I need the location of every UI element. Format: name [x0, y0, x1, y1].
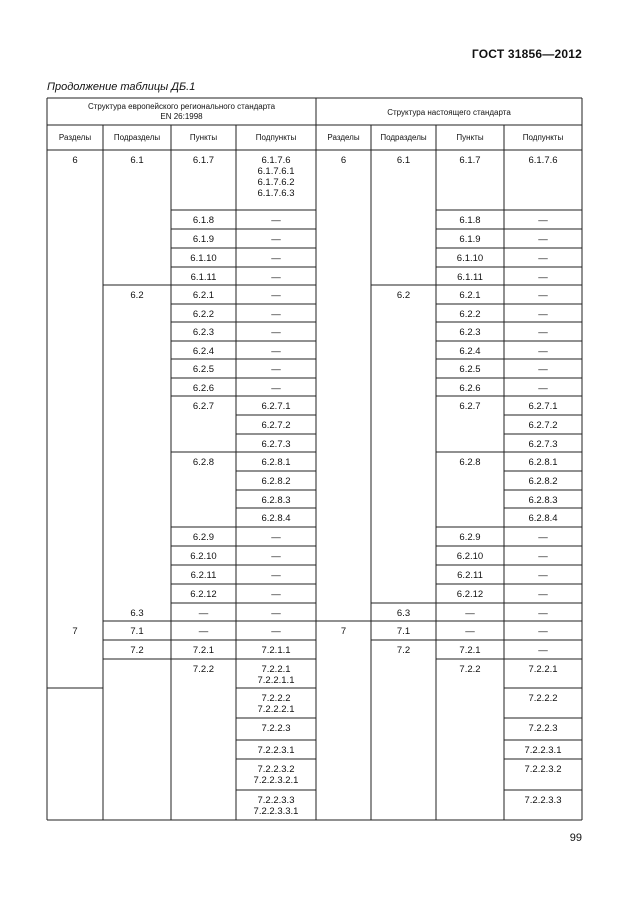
table-cell-text: 6.2.8	[459, 457, 481, 468]
table-cell-text: 7.2.2.2	[528, 693, 558, 704]
table-cell-text: 6.1	[130, 155, 144, 166]
table-cell-text: 6.1.8	[459, 215, 481, 226]
table-cell-text: 6.2.5	[192, 364, 215, 375]
column-header: Разделы	[327, 133, 360, 142]
table-cell-text: 7.2.2.1.1	[257, 675, 295, 686]
column-header: Пункты	[189, 133, 218, 142]
table-cell-text: —	[538, 570, 548, 581]
table-cell-text: 6.1.7.6.2	[257, 177, 295, 188]
table-cell-text: —	[465, 626, 475, 637]
column-header: Разделы	[58, 133, 92, 142]
table-cell-text: —	[271, 551, 281, 562]
table-cell-text: —	[538, 645, 548, 656]
table-cell-text: —	[271, 532, 281, 543]
table-cell-text: 6.2.10	[190, 551, 217, 562]
table-cell-text: 6.1.11	[457, 272, 483, 283]
table-cell-text: 6.2.11	[190, 570, 217, 581]
table-cell-text: 7.2.2.1	[528, 664, 558, 675]
table-cell-text: —	[271, 234, 281, 245]
table-cell-text: 7.2.2.3.2.1	[253, 775, 299, 786]
table-cell-text: 6.2.2	[459, 309, 481, 320]
table-cell-text: 7.2	[396, 645, 411, 656]
group-header-european: Структура европейского регионального стандарта	[87, 102, 276, 111]
table-cell-text: —	[465, 608, 475, 619]
table-cell-text: —	[538, 626, 548, 637]
group-header-european-code: EN 26:1998	[160, 112, 203, 121]
table-cell-text: 7.2.1	[459, 645, 481, 656]
column-header: Подразделы	[380, 133, 427, 142]
table-cell-text: 6.2.8.4	[261, 513, 291, 524]
table-cell-text: 7.2.2.3.3	[524, 795, 562, 806]
table-cell-text: 7.2.2.3	[528, 723, 558, 734]
table-cell-text: 6.2.8.3	[528, 495, 558, 506]
table-cell-text: 7.2.1	[192, 645, 215, 656]
table-cell-text: —	[538, 346, 548, 357]
table-cell-text: 7.2.2	[192, 664, 215, 675]
table-cell-text: 6.1.9	[192, 234, 215, 245]
table-cell-text: 6	[340, 155, 347, 166]
table-cell-text: —	[271, 253, 281, 264]
table-cell-text: —	[538, 551, 548, 562]
table-cell-text: —	[271, 327, 281, 338]
table-cell-text: 6.1.7.6.1	[257, 166, 295, 177]
table-cell-text: 6.3	[130, 608, 144, 619]
table-cell-text: 6.2.7.2	[528, 420, 558, 431]
column-header: Подразделы	[113, 133, 161, 142]
table-cell-text: —	[271, 346, 281, 357]
table-cell-text: 6.1.7	[459, 155, 481, 166]
table-cell-text: 7.2.2.3.1	[524, 745, 562, 756]
table-cell-text: 7.2.2.3.3	[257, 795, 295, 806]
table-cell-text: —	[538, 383, 548, 394]
table-cell-text: 6.2.2	[192, 309, 215, 320]
table-cell-text: 6.2.7	[459, 401, 481, 412]
table-cell-text: 6.2.3	[459, 327, 481, 338]
table-cell-text: —	[538, 608, 548, 619]
table-cell-text: 7.2.2.1	[261, 664, 291, 675]
table-cell-text: —	[538, 309, 548, 320]
table-cell-text: 6.2.9	[459, 532, 481, 543]
table-cell-text: —	[271, 290, 281, 301]
table-cell-text: —	[271, 589, 281, 600]
table-cell-text: 6.1.7.6.3	[257, 188, 295, 199]
table-cell-text: 6.2.8.1	[528, 457, 558, 468]
table-cell-text: 6.2.10	[456, 551, 484, 562]
table-cell-text: 6.2.8.2	[528, 476, 558, 487]
table-cell-text: 6.1.8	[192, 215, 215, 226]
table-cell-text: —	[538, 215, 548, 226]
table-cell-text: —	[538, 327, 548, 338]
document-number: ГОСТ 31856—2012	[471, 47, 582, 61]
table-cell-text: —	[271, 383, 281, 394]
table-cell-text: —	[271, 215, 281, 226]
table-cell-text: 6.1.10	[456, 253, 484, 264]
table-cell-text: 7.2.2.3.2	[524, 764, 562, 775]
table-cell-text: 7.2.2.3.1	[257, 745, 295, 756]
table-cell-text: 7.2.2.3.3.1	[253, 806, 299, 817]
column-header: Пункты	[456, 133, 484, 142]
table-cell-text: —	[198, 626, 209, 637]
table-cell-text: 6.1.7.6	[261, 155, 291, 166]
column-header: Подпункты	[255, 133, 297, 142]
table-cell-text: —	[538, 364, 548, 375]
table-cell-text: 6.2.9	[192, 532, 215, 543]
table-cell-text: 7.2	[130, 645, 144, 656]
table-cell-text: 7.2.2	[459, 664, 481, 675]
table-cell-text: 6.2.8.4	[528, 513, 558, 524]
table-cell-text: —	[271, 626, 281, 637]
table-cell-text: 7.1	[130, 626, 144, 637]
table-cell-text: —	[538, 532, 548, 543]
table-cell-text: 6.1.11	[190, 272, 217, 283]
table-cell-text: 6.2.7.2	[261, 420, 291, 431]
table-content	[59, 102, 564, 817]
table-cell-text: 6.2.6	[192, 383, 215, 394]
table-cell-text: —	[538, 272, 548, 283]
table-cell-text: —	[271, 272, 281, 283]
table-continuation-caption: Продолжение таблицы ДБ.1	[47, 81, 196, 93]
table-cell-text: 7.2.1.1	[261, 645, 291, 656]
table-cell-text: 7	[340, 626, 347, 637]
table-cell-text: 6.2.11	[457, 570, 483, 581]
table-cell-text: —	[538, 234, 548, 245]
table-cell-text: —	[538, 589, 548, 600]
table-cell-text: 7.2.2.2.1	[257, 704, 295, 715]
table-cell-text: 6.2.3	[192, 327, 215, 338]
table-cell-text: 6.2.4	[459, 346, 481, 357]
table-cell-text: 6.2.1	[192, 290, 215, 301]
table-cell-text: 6.2.6	[459, 383, 481, 394]
table-cell-text: 6.2.1	[459, 290, 481, 301]
table-cell-text: 6.3	[396, 608, 411, 619]
column-header: Подпункты	[522, 133, 564, 142]
table-cell-text: 6.1.10	[190, 253, 217, 264]
table-grid	[47, 98, 582, 820]
table-cell-text: —	[271, 608, 281, 619]
table-cell-text: 6.2.7.3	[261, 439, 291, 450]
table-cell-text: 6.2.4	[192, 346, 215, 357]
table-cell-text: —	[538, 290, 548, 301]
table-cell-text: 6.2	[396, 290, 411, 301]
table-cell-text: 7	[72, 626, 78, 637]
table-cell-text: 7.2.2.2	[261, 693, 291, 704]
table-cell-text: —	[271, 570, 281, 581]
table-cell-text: 6.2.7.1	[261, 401, 291, 412]
table-cell-text: 6.2.7.3	[528, 439, 558, 450]
table-cell-text: 6.2.5	[459, 364, 481, 375]
table-cell-text: 7.1	[396, 626, 411, 637]
table-cell-text: 6.1.7	[192, 155, 215, 166]
table-cell-text: 6.2.7.1	[528, 401, 558, 412]
table-cell-text: —	[271, 309, 281, 320]
page-number: 99	[569, 832, 582, 844]
table-cell-text: 6.2.12	[456, 589, 484, 600]
table-cell-text: 6.1.9	[459, 234, 481, 245]
table-cell-text: 6.2.8.3	[261, 495, 291, 506]
table-cell-text: —	[198, 608, 209, 619]
table-cell-text: —	[271, 364, 281, 375]
table-cell-text: 6.2.8.2	[261, 476, 291, 487]
table-cell-text: 6.2	[130, 290, 144, 301]
table-cell-text: 7.2.2.3	[261, 723, 291, 734]
table-cell-text: —	[538, 253, 548, 264]
group-header-national: Структура настоящего стандарта	[387, 108, 511, 117]
table-cell-text: 7.2.2.3.2	[257, 764, 295, 775]
table-cell-text: 6.2.8	[192, 457, 215, 468]
table-cell-text: 6.2.12	[190, 589, 217, 600]
table-cell-text: 6.2.7	[192, 401, 215, 412]
table-cell-text: 6.2.8.1	[261, 457, 291, 468]
table-cell-text: 6.1	[396, 155, 411, 166]
table-cell-text: 6.1.7.6	[528, 155, 558, 166]
table-cell-text: 6	[72, 155, 78, 166]
